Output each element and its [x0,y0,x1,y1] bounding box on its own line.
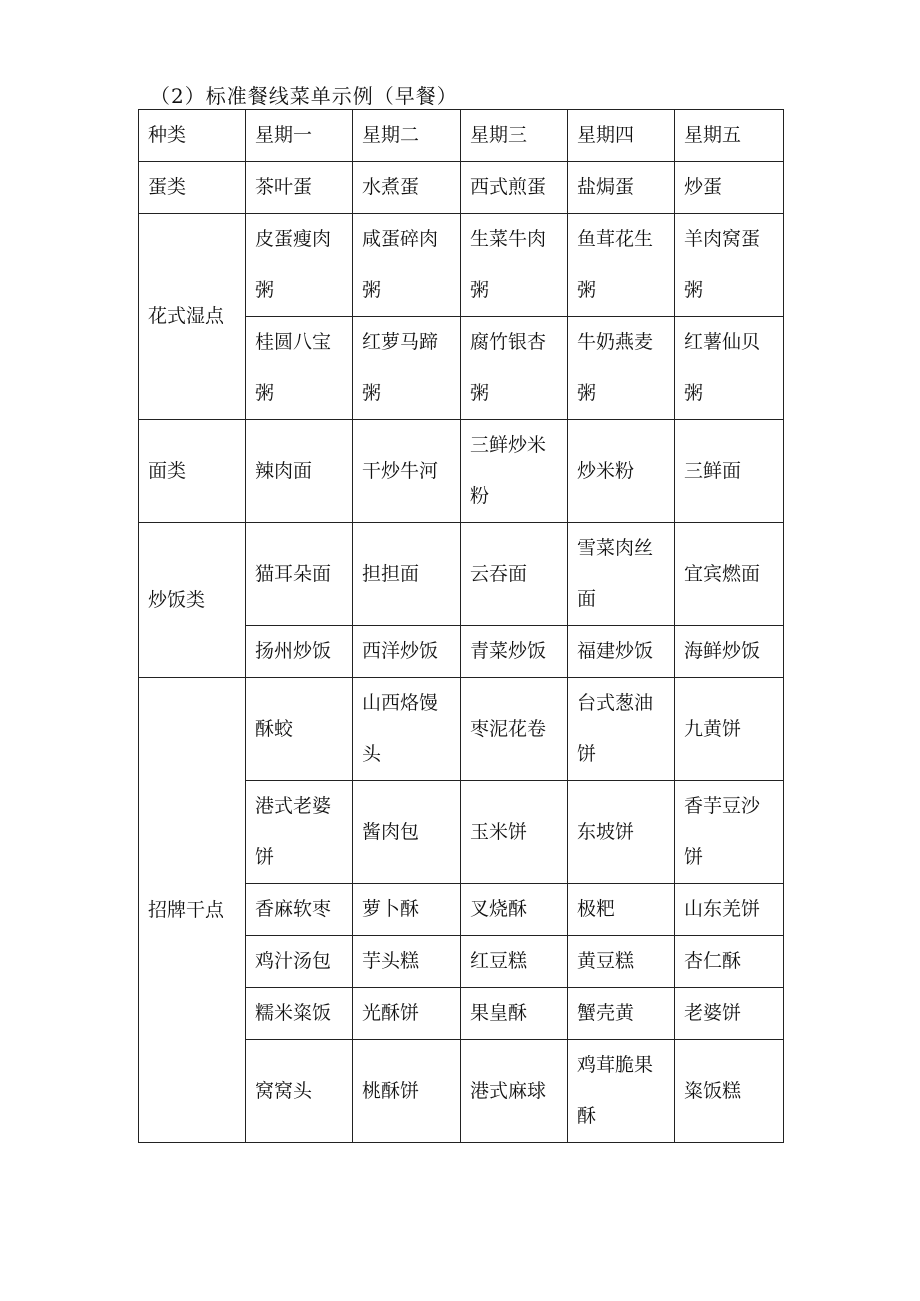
cell-line: 粉 [470,485,490,507]
menu-cell: 猫耳朵面 [246,523,353,626]
menu-cell: 山东羌饼 [675,884,784,936]
menu-cell: 东坡饼 [568,781,675,884]
cell-line: 头 [362,743,382,765]
menu-cell: 黄豆糕 [568,936,675,988]
menu-cell: 海鲜炒饭 [675,626,784,678]
menu-cell [568,1040,675,1143]
category-cell: 花式湿点 [139,214,246,420]
menu-cell [675,214,784,317]
menu-cell: 茶叶蛋 [246,162,353,214]
menu-cell [461,420,568,523]
menu-cell [353,678,461,781]
menu-cell: 酱肉包 [353,781,461,884]
cell-line: 港式老婆 [255,795,332,817]
menu-cell [246,214,353,317]
menu-cell: 盐焗蛋 [568,162,675,214]
menu-cell: 宜宾燃面 [675,523,784,626]
menu-cell: 九黄饼 [675,678,784,781]
menu-cell: 福建炒饭 [568,626,675,678]
menu-table [138,109,784,1143]
menu-cell: 云吞面 [461,523,568,626]
cell-line: 腐竹银杏 [470,331,547,353]
menu-cell: 水煮蛋 [353,162,461,214]
menu-cell: 炒米粉 [568,420,675,523]
menu-cell: 西洋炒饭 [353,626,461,678]
menu-cell [568,317,675,420]
table-row [139,420,784,523]
category-cell: 蛋类 [139,162,246,214]
cell-line: 饼 [577,743,597,765]
menu-cell [246,781,353,884]
menu-cell: 红豆糕 [461,936,568,988]
cell-line: 粥 [470,279,490,301]
cell-line: 鱼茸花生 [577,228,654,250]
cell-line: 雪菜肉丝 [577,537,654,559]
header-day: 星期二 [353,110,461,162]
header-day: 星期四 [568,110,675,162]
menu-cell: 桃酥饼 [353,1040,461,1143]
cell-line: 酥 [577,1105,597,1127]
menu-cell: 鸡汁汤包 [246,936,353,988]
menu-cell: 极粑 [568,884,675,936]
menu-cell: 担担面 [353,523,461,626]
cell-line: 三鲜炒米 [470,434,547,456]
cell-line: 香芋豆沙 [684,795,761,817]
menu-cell [568,523,675,626]
menu-cell: 窝窝头 [246,1040,353,1143]
cell-line: 饼 [255,846,275,868]
cell-line: 粥 [362,279,382,301]
menu-cell: 蟹壳黄 [568,988,675,1040]
cell-line: 羊肉窝蛋 [684,228,761,250]
menu-cell [461,214,568,317]
menu-cell: 叉烧酥 [461,884,568,936]
table-row [139,678,784,781]
menu-cell: 杏仁酥 [675,936,784,988]
header-day: 星期一 [246,110,353,162]
cell-line: 台式葱油 [577,692,654,714]
header-day: 星期三 [461,110,568,162]
cell-line: 饼 [684,846,704,868]
cell-line: 粥 [255,382,275,404]
menu-cell: 粢饭糕 [675,1040,784,1143]
cell-line: 粥 [470,382,490,404]
menu-cell: 西式煎蛋 [461,162,568,214]
cell-line: 鸡茸脆果 [577,1054,654,1076]
menu-cell: 枣泥花卷 [461,678,568,781]
cell-line: 红萝马蹄 [362,331,439,353]
menu-cell: 三鲜面 [675,420,784,523]
cell-line: 桂圆八宝 [255,331,332,353]
menu-cell: 干炒牛河 [353,420,461,523]
category-cell: 招牌干点 [139,678,246,1143]
menu-cell: 老婆饼 [675,988,784,1040]
menu-cell: 炒蛋 [675,162,784,214]
menu-cell [353,214,461,317]
page-title: （2）标准餐线菜单示例（早餐） [150,84,458,108]
category-cell: 面类 [139,420,246,523]
menu-cell: 青菜炒饭 [461,626,568,678]
cell-line: 咸蛋碎肉 [362,228,439,250]
table-row [139,162,784,214]
menu-cell: 糯米粢饭 [246,988,353,1040]
menu-cell [675,317,784,420]
table-row [139,214,784,317]
menu-cell: 辣肉面 [246,420,353,523]
cell-line: 皮蛋瘦肉 [255,228,332,250]
menu-cell: 港式麻球 [461,1040,568,1143]
cell-line: 生菜牛肉 [470,228,547,250]
menu-cell: 香麻软枣 [246,884,353,936]
header-day: 星期五 [675,110,784,162]
cell-line: 牛奶燕麦 [577,331,654,353]
cell-line: 山西烙馒 [362,692,439,714]
menu-cell [461,317,568,420]
menu-cell: 光酥饼 [353,988,461,1040]
menu-cell [675,781,784,884]
menu-cell [568,214,675,317]
table-row [139,523,784,626]
menu-cell: 果皇酥 [461,988,568,1040]
menu-cell: 酥蛟 [246,678,353,781]
menu-cell [568,678,675,781]
cell-line: 红薯仙贝 [684,331,761,353]
menu-cell: 扬州炒饭 [246,626,353,678]
cell-line: 粥 [684,382,704,404]
category-cell: 炒饭类 [139,523,246,678]
cell-line: 粥 [255,279,275,301]
menu-cell [353,317,461,420]
table-row [139,110,784,162]
menu-cell: 芋头糕 [353,936,461,988]
menu-cell [246,317,353,420]
cell-line: 粥 [362,382,382,404]
cell-line: 粥 [577,382,597,404]
menu-cell: 萝卜酥 [353,884,461,936]
cell-line: 面 [577,588,597,610]
cell-line: 粥 [577,279,597,301]
header-category: 种类 [139,110,246,162]
cell-line: 粥 [684,279,704,301]
menu-cell: 玉米饼 [461,781,568,884]
